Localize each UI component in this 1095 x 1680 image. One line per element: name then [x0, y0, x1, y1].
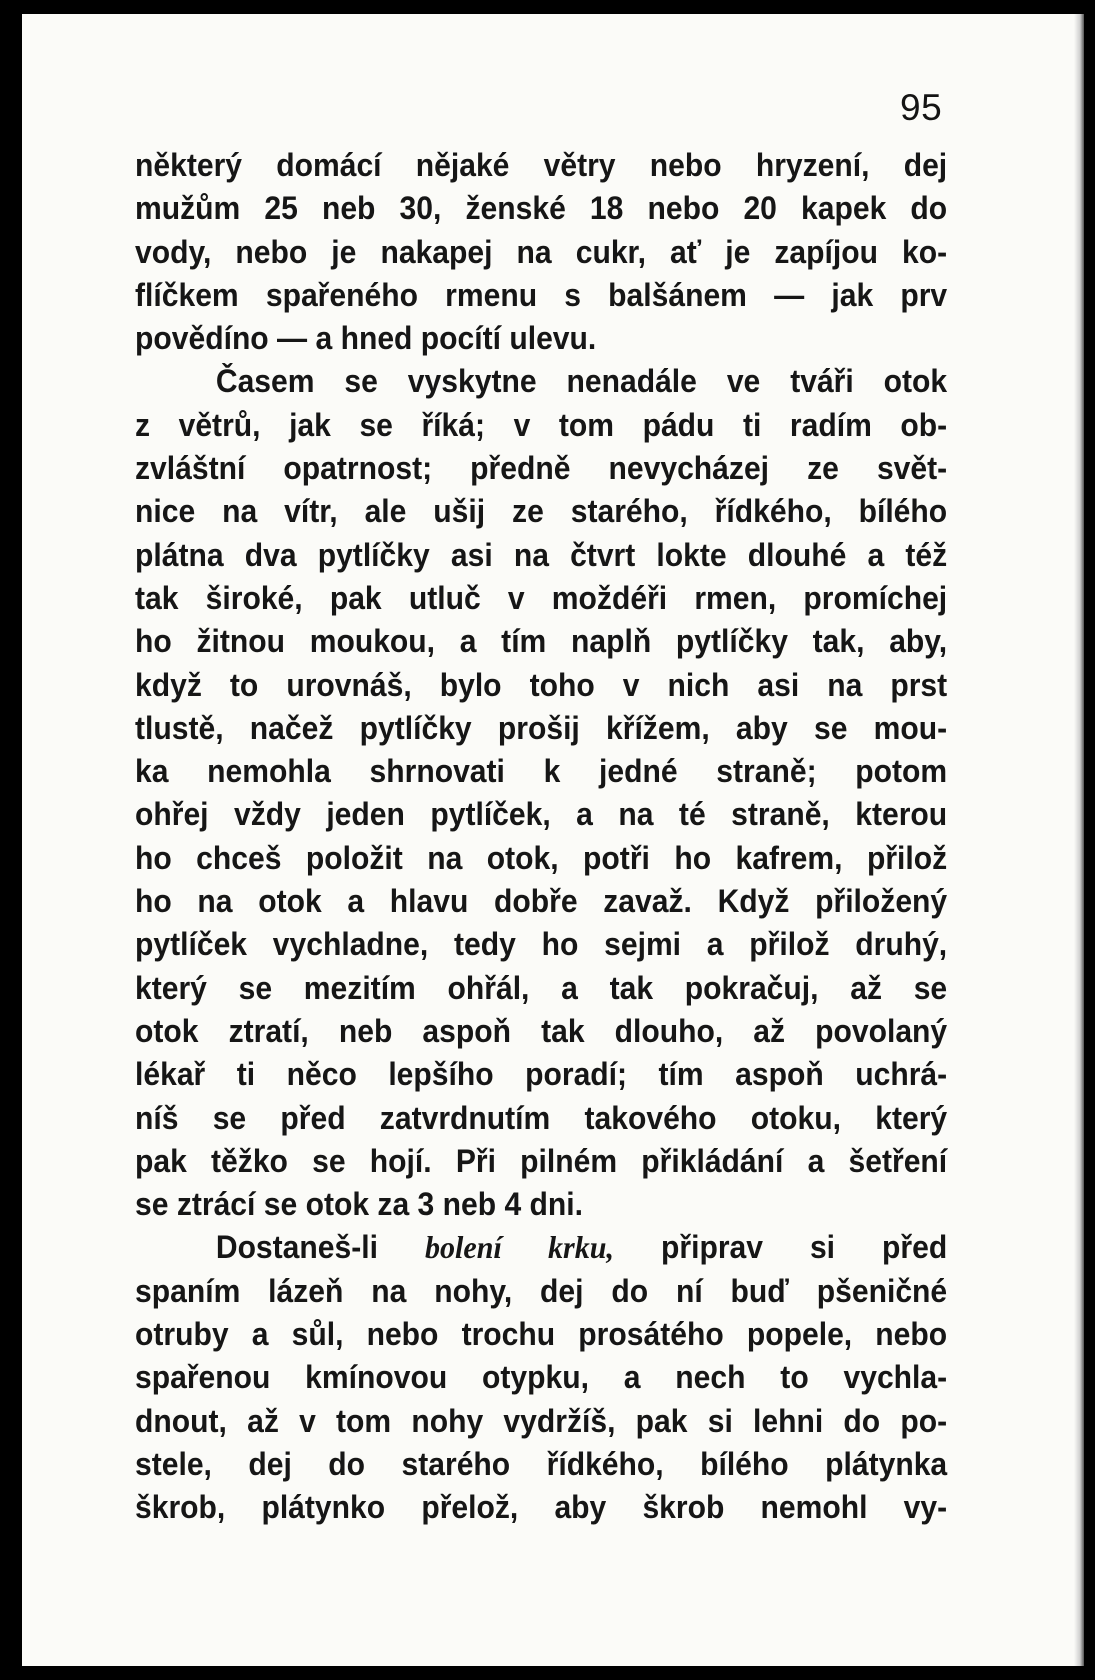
text-line: který se mezitím ohřál, a tak pokračuj, až se	[135, 969, 948, 1006]
text-line: když to urovnáš, bylo toho v nich asi na prst	[135, 666, 948, 703]
text-line: některý domácí nějaké větry nebo hryzení, dej	[135, 147, 948, 183]
text-line: mužům 25 neb 30, ženské 18 nebo 20 kapek do	[135, 190, 948, 227]
text-line: stele, dej do starého řídkého, bílého plátynka	[135, 1445, 948, 1482]
text-line: ka nemohla shrnovati k jedné straně; potom	[135, 753, 948, 790]
text-line: flíčkem spařeného rmenu s balšánem — jak prv	[135, 276, 948, 313]
text-line: ohřej vždy jeden pytlíček, a na té straně, kterou	[135, 796, 948, 833]
text-line	[135, 1226, 947, 1269]
text-line: z větrů, jak se říká; v tom pádu ti radím ob-	[135, 406, 948, 443]
book-page	[22, 14, 1084, 1666]
text-line: otok ztratí, neb aspoň tak dlouho, až povolaný	[135, 1012, 948, 1049]
text-line: škrob, plátynko přelož, aby škrob nemohl vy-	[135, 1489, 948, 1526]
text-line: tlustě, načež pytlíčky prošij křížem, aby se mou-	[135, 709, 948, 746]
text-line: spařenou kmínovou otypku, a nech to vychla-	[135, 1359, 948, 1396]
text-line: lékař ti něco lepšího poradí; tím aspoň uchrá-	[135, 1056, 948, 1093]
text-line: ho chceš položit na otok, potři ho kafrem, přilož	[135, 839, 948, 876]
text-line: spaním lázeň na nohy, dej do ní buď pšeničné	[135, 1272, 948, 1309]
body-text	[135, 144, 947, 1530]
text-line: pytlíček vychladne, tedy ho sejmi a přilož druhý,	[135, 926, 948, 963]
text-line: tak široké, pak utluč v moždéři rmen, promíchej	[135, 579, 948, 616]
text-line: ho žitnou moukou, a tím naplň pytlíčky tak, aby,	[135, 623, 948, 660]
emphasized-text: bolení krku,	[424, 1229, 615, 1266]
text-line: pak těžko se hojí. Při pilném přikládání a šetření	[135, 1142, 948, 1179]
text-line: ho na otok a hlavu dobře zavaž. Když přiložený	[135, 883, 948, 920]
text-line: otruby a sůl, nebo trochu prosátého popele, nebo	[135, 1316, 948, 1353]
text-line: se ztrácí se otok za 3 neb 4 dni.	[135, 1186, 584, 1223]
text-line: vody, nebo je nakapej na cukr, ať je zapíjou ko-	[135, 233, 948, 270]
text-line: plátna dva pytlíčky asi na čtvrt lokte dlouhé a též	[135, 536, 948, 573]
text-line: povědíno — a hned pocítí ulevu.	[135, 320, 597, 357]
text-line: Časem se vyskytne nenadále ve tváři otok	[215, 363, 948, 400]
text-line: zvláštní opatrnost; předně nevycházej ze svět-	[135, 450, 948, 487]
text-line: dnout, až v tom nohy vydržíš, pak si lehni do po-	[135, 1402, 948, 1439]
text-segment: Dostaneš-li	[215, 1229, 378, 1266]
text-segment: připrav si před	[661, 1229, 948, 1266]
text-line: níš se před zatvrdnutím takového otoku, který	[135, 1099, 948, 1136]
page-number: 95	[900, 87, 943, 128]
text-line: nice na vítr, ale ušij ze starého, řídkého, bílého	[135, 493, 948, 530]
